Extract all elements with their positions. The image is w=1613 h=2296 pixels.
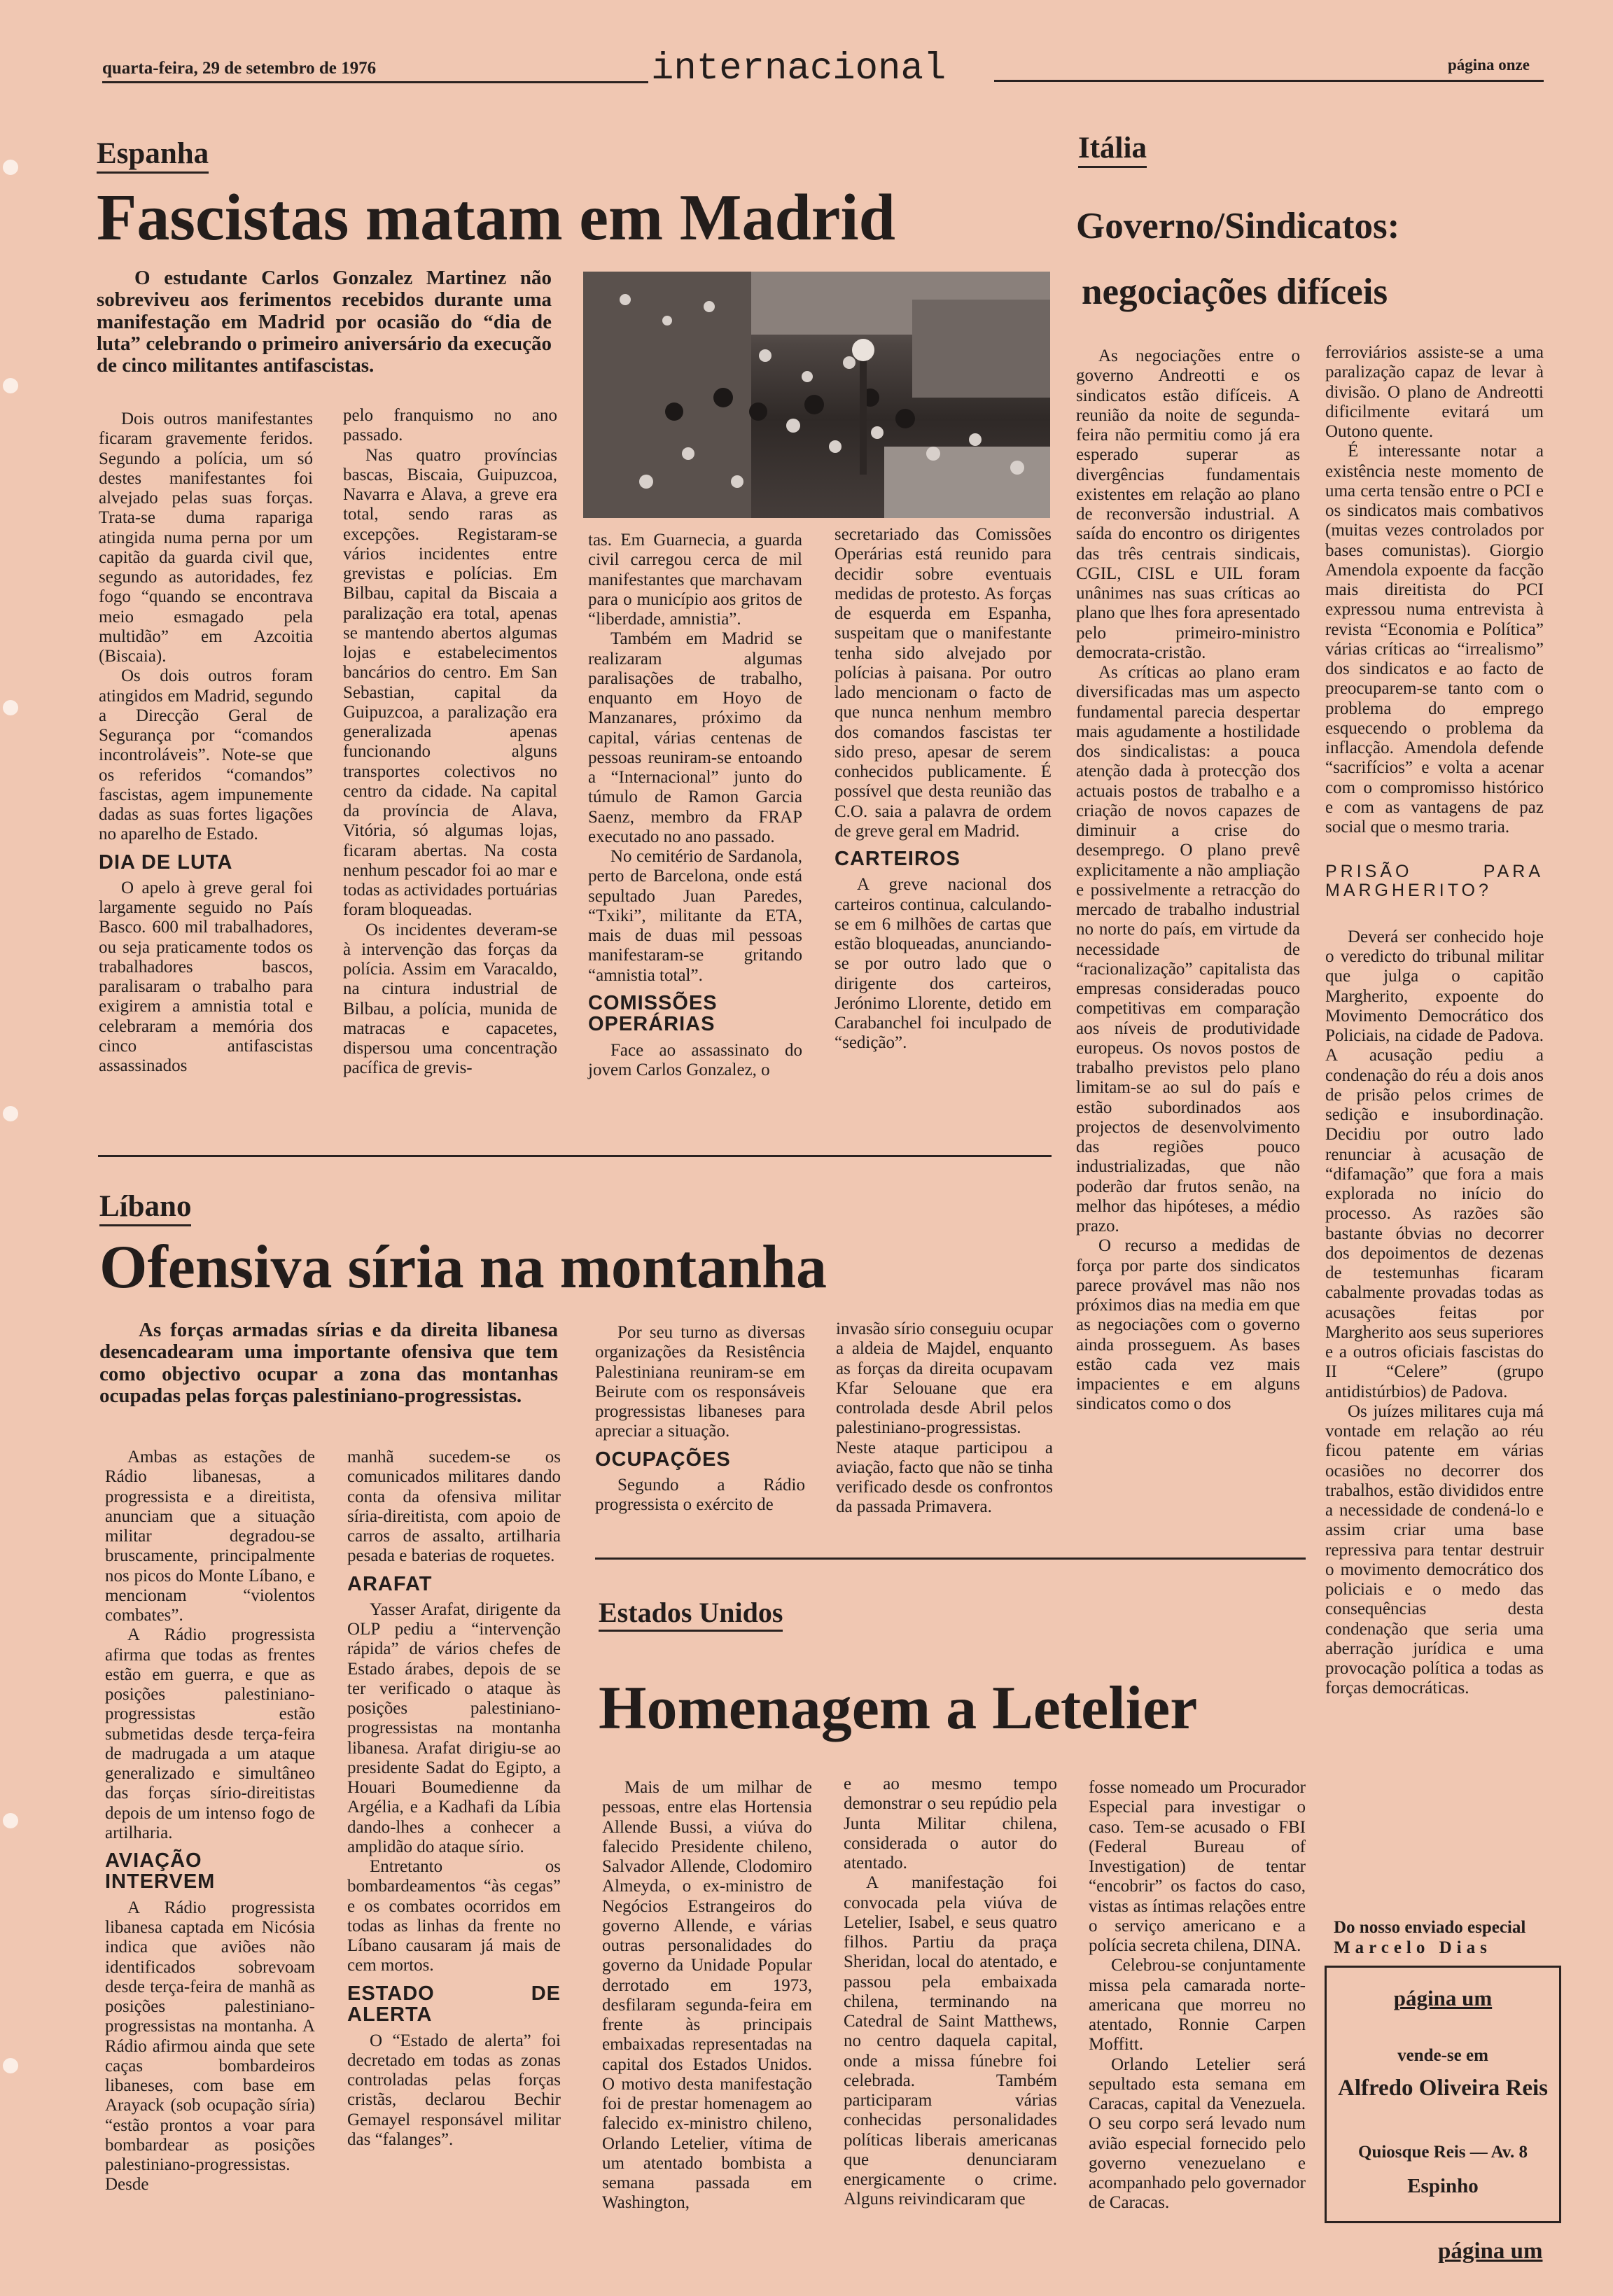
binder-hole <box>3 1106 18 1121</box>
paragraph: Mais de um milhar de pessoas, entre elas Hortensia Allende Bussi, a viúva do falecido Presidente chileno, Salvador Allende, Clodomiro Almeyda, o ex-ministro de Negócios Estrangeiros do governo Allende, e várias outras personalidades do governo da Unidade Popular derrotado em 1973, desfilaram segunda-feira em frente às principais embaixadas representadas na capital dos Estados Unidos. O motivo desta manifestação foi de prestar homenagem ao falecido ex-ministro chileno, Orlando Letelier, vítima de um atentado bombista a semana passada em Washington, <box>602 1778 812 2213</box>
byline-label: Do nosso enviado especial <box>1334 1918 1526 1937</box>
headline-italia-2: negociações difíceis <box>1082 272 1388 312</box>
paragraph: A Rádio progressista afirma que todas as frentes estão em guerra, e que as posições palestiniano-progressistas estão submetidas desde terça-feira de madrugada a um ataque generalizado e simultâneo das forças sírio-direitistas depois de um intenso fogo de artilharia. <box>105 1625 315 1842</box>
column-espanha-3 <box>588 531 802 1080</box>
advert-line: vende-se em <box>1397 2046 1488 2065</box>
section-title: internacional <box>651 48 947 90</box>
byline <box>1334 1918 1525 1959</box>
binder-hole <box>3 2058 18 2073</box>
paragraph: O apelo à greve geral foi largamente seguido no País Basco. 600 mil trabalhadores, ou seja praticamente todos os trabalhadores bascos, paralisaram o trabalho para exigirem a amnistia total e celebraram a memória dos cinco antifascistas assassinados <box>99 878 313 1076</box>
binder-hole <box>3 700 18 715</box>
paragraph: ferroviários assiste-se a uma paralização capaz de levar à divisão. O plano de Andreotti dificilmente evitará um Outono quente. <box>1325 343 1544 441</box>
headline-libano: Ofensiva síria na montanha <box>99 1233 828 1301</box>
paragraph: fosse nomeado um Procurador Especial para investigar o caso. Tem-se acusado o FBI (Federal Bureau of Investigation) de tentar “encobrir” os factos do caso, vistas as íntimas relações entre o serviço americano e a polícia secreta chilena, DINA. <box>1089 1778 1306 1955</box>
column-libano-2 <box>347 1448 561 2150</box>
paragraph: A Rádio progressista libanesa captada em Nicósia indica que aviões não identificados sobrevoam desde terça-feira de manhã as posições palestiniano-progressistas na montanha. A Rádio afirmou ainda que sete caças bombardeiros libaneses, com base em Arayack (sob ocupação síria) “estão prontos a voar para bombardear as posições palestiniano-progressistas. Desde <box>105 1898 315 2194</box>
column-eua-2 <box>844 1774 1057 2210</box>
section-divider <box>595 1558 1306 1560</box>
subheading: COMISSÕES OPERÁRIAS <box>588 991 718 1036</box>
kicker-espanha: Espanha <box>97 137 209 174</box>
advert-pagina-um <box>1325 1966 1561 2223</box>
paragraph: Celebrou-se conjuntamente missa pela camarada norte-americana que morreu no atentado, Ronnie Carpen Moffitt. <box>1089 1956 1306 2054</box>
subheading: OCUPAÇÕES <box>595 1448 731 1471</box>
kicker-libano: Líbano <box>99 1190 191 1226</box>
binder-hole <box>3 160 18 175</box>
paragraph: É interessante notar a existência neste momento de uma certa tensão entre o PCI e os sindicatos mais combativos (muitas vezes controlados por bases comunistas). Giorgio Amendola expoente da facção mais direitista do PCI expressou numa entrevista à revista “Economia e Política” várias críticas ao “irrealismo” dos sindicatos e ao facto de preocuparem-se tanto com o problema do emprego esquecendo o problema da inflacção. Amendola defende “sacrifícios” e volta a acenar com o compromisso histórico e com as vantagens de paz social que o mesmo traria. <box>1325 442 1544 836</box>
kicker-italia: Itália <box>1078 132 1147 168</box>
subheading: ESTADO DE ALERTA <box>347 1982 561 2026</box>
headline-espanha: Fascistas matam em Madrid <box>97 181 895 254</box>
binder-hole <box>3 1813 18 1828</box>
paragraph: O recurso a medidas de força por parte dos sindicatos parece provável mas não nos próximos dias na media em que as negociações com o governo ainda prosseguem. As bases estão cada vez mais impacientes e em alguns sindicatos como o dos <box>1076 1236 1300 1414</box>
paragraph: manhã sucedem-se os comunicados militares dando conta da ofensiva militar síria-direitista, com apoio de carros de assalto, artilharia pesada e baterias de roquetes. <box>347 1448 561 1566</box>
paragraph: Orlando Letelier será sepultado esta semana em Caracas, capital da Venezuela. O seu corpo será levado num avião especial fornecido pelo governo venezuelano e acompanhado pelo governador de Caracas. <box>1089 2054 1306 2213</box>
lede-libano: As forças armadas sírias e da direita libanesa desencadearam uma importante ofensiva que tem como objectivo ocupar a zona das montanhas ocupadas pelas forças palestiniano-progressistas. <box>99 1319 558 1407</box>
section-divider <box>98 1155 1052 1157</box>
subheading: AVIAÇÃO INTERVEM <box>105 1849 216 1893</box>
subheading: CARTEIROS <box>835 848 961 870</box>
subheading: PRISÃO PARA MARGHERITO? <box>1325 862 1544 900</box>
paragraph: Ambas as estações de Rádio libanesas, a progressista e a direitista, anunciam que a situação militar degradou-se bruscamente, principalmente nos picos do Monte Líbano, e mencionam “violentos combates”. <box>105 1448 315 1625</box>
lede-espanha: O estudante Carlos Gonzalez Martinez não sobreviveu aos ferimentos recebidos durante uma manifestação em Madrid por ocasião do “dia de luta” celebrando o primeiro aniversário da execução de cinco militantes antifascistas. <box>97 267 552 377</box>
advert-seller: Alfredo Oliveira Reis <box>1338 2076 1548 2101</box>
page-date: quarta-feira, 29 de setembro de 1976 <box>102 59 377 78</box>
column-libano-1 <box>105 1448 315 2195</box>
subheading: DIA DE LUTA <box>99 850 233 874</box>
paragraph: e ao mesmo tempo demonstrar o seu repúdio pela Junta Militar chilena, considerada o autor do atentado. <box>844 1774 1057 1872</box>
advert-city: Espinho <box>1407 2175 1479 2197</box>
paragraph: Os incidentes deveram-se à intervenção das forças da polícia. Assim em Varacaldo, na cintura industrial de Bilbau, a polícia, munida de matracas e capacetes, dispersou uma concentração pacífica de grevis- <box>343 920 557 1078</box>
headline-eua: Homenagem a Letelier <box>599 1674 1198 1742</box>
column-espanha-2 <box>343 406 557 1079</box>
paragraph: As críticas ao plano eram diversificadas mas um aspecto fundamental parecia despertar mais agudamente a hostilidade dos sindicalistas: a pouca atenção dada à protecção dos actuais postos de trabalho e a criação de novos capazes de diminuir a crise do desemprego. O plano prevê explicitamente a não ampliação e possivelmente a retracção do mercado de trabalho industrial no norte do país, em virtude da necessidade de “racionalização” capitalista das empresas consideradas pouco competitivas em comparação aos níveis de produtividade europeus. Os novos postos de trabalho previstos pelo plano limitam-se ao sul do país e estão subordinados aos projectos de desenvolvimento das regiões pouco industrializadas, que não poderão dar frutos senão, na melhor das hipóteses, a médio prazo. <box>1076 663 1300 1236</box>
column-libano-3 <box>595 1323 805 1515</box>
binder-hole <box>3 378 18 393</box>
paragraph: A manifestação foi convocada pela viúva de Letelier, Isabel, e seus quatro filhos. Partiu da praça Sheridan, local do atentado, e passou pela embaixada chilena, terminando na Catedral de Saint Matthews, no centro daquela capital, onde a missa fúnebre foi celebrada. Também participaram várias conhecidas personalidades políticas liberais americanas que denunciaram energicamente o crime. Alguns reivindicaram que <box>844 1873 1057 2209</box>
paragraph: Nas quatro províncias bascas, Biscaia, Guipuzcoa, Navarra e Alava, a greve era total, sendo raras as excepções. Registaram-se vários incidentes entre grevistas e polícias. Em Bilbau, capital da Biscaia a paralização era total, apenas se mantendo abertos algumas lojas e estabelecimentos bancários do centro. Em San Sebastian, capital da Guipuzcoa, a paralização era generalizada apenas funcionando alguns transportes colectivos no centro da cidade. Na capital da província de Alava, Vitória, só algumas lojas, ficaram abertas. Na costa nenhum pescador foi ao mar e todas as actividades portuárias foram bloqueadas. <box>343 445 557 920</box>
column-eua-1 <box>602 1778 812 2213</box>
header-rule-right <box>994 80 1544 82</box>
paragraph: Yasser Arafat, dirigente da OLP pediu a “intervenção rápida” de vários chefes de Estado árabes, depois de se ter verificado o ataque às posições palestiniano-progressistas na montanha libanesa. Arafat dirigiu-se ao presidente Sadat do Egipto, a Houari Boumedienne da Argélia, e a Kadhafi da Líbia dando-lhes a conhecer a amplidão do ataque sírio. <box>347 1600 561 1856</box>
column-espanha-1 <box>99 410 313 1076</box>
column-eua-3 <box>1089 1778 1306 2213</box>
paragraph: O “Estado de alerta” foi decretado em todas as zonas controladas pelas forças cristãs, declarou Bechir Gemayel responsável militar das “falanges”. <box>347 2031 561 2149</box>
advert-title: página um <box>1393 1986 1493 2010</box>
column-italia-1 <box>1076 346 1300 1415</box>
header-rule-left <box>102 81 648 83</box>
paragraph: Segundo a Rádio progressista o exército de <box>595 1475 805 1515</box>
paragraph: tas. Em Guarnecia, a guarda civil carregou cerca de mil manifestantes que marchavam para o município aos gritos de “liberdade, amnistia”. <box>588 531 802 629</box>
paragraph: Dois outros manifestantes ficaram gravemente feridos. Segundo a polícia, um só destes manifestantes foi alvejado pelas suas forças. Trata-se duma rapariga atingida numa perna por um capitão da guarda civil que, segundo as autoridades, fez fogo “quando se encontrava meio esmagado pela multidão” em Azcoitia (Biscaia). <box>99 410 313 666</box>
paragraph: As negociações entre o governo Andreotti e os sindicatos estão difíceis. A reunião da noite de segunda-feira não permitiu como já era esperado superar as divergências fundamentais existentes em relação ao plano de reconversão industrial. A saída do encontro os dirigentes das três centrais sindicais, CGIL, CISL e UIL foram unânimes nas suas críticas ao plano que lhes fora apresentado pelo primeiro-ministro democrata-cristão. <box>1076 346 1300 662</box>
paragraph: Os dois outros foram atingidos em Madrid, segundo a Direcção Geral de Segurança por “comandos incontroláveis”. Note-se que os referidos “comandos” fascistas, agem impunemente dadas as suas fortes ligações no aparelho de Estado. <box>99 666 313 844</box>
page-number: página onze <box>1448 56 1530 74</box>
paragraph: Entretanto os bombardeamentos “às cegas” e os combates ocorridos em todas as linhas da frente no Líbano causaram já mais de cem mortos. <box>347 1857 561 1975</box>
advert-address: Quiosque Reis — Av. 8 <box>1358 2143 1528 2162</box>
column-italia-2 <box>1325 343 1544 1699</box>
footer-logo: página um <box>1438 2239 1543 2264</box>
paragraph: No cemitério de Sardanola, perto de Barcelona, onde está sepultado Juan Paredes, “Txiki”, militante da ETA, mais de duas mil pessoas manifestaram-se gritando “amnistia total”. <box>588 847 802 985</box>
paragraph: invasão sírio conseguiu ocupar a aldeia de Majdel, enquanto as forças da direita ocupavam Kfar Selouane que era controlada desde Abril pelos palestiniano-progressistas. Neste ataque participou a aviação, facto que não se tinha verificado desde os confrontos da passada Primavera. <box>836 1320 1053 1517</box>
paragraph: Os juízes militares cuja má vontade em relação ao réu ficou patente em várias ocasiões no decorrer dos trabalhos, estão divididos entre a necessidade de condená-lo e assim criar uma base repressiva para tentar destruir o movimento democrático dos policiais e o medo das consequências desta condenação que seria uma aberração jurídica e uma provocação política a todas as forças democráticas. <box>1325 1401 1544 1698</box>
byline-author: Marcelo Dias <box>1334 1938 1492 1957</box>
paragraph: Por seu turno as diversas organizações da Resistência Palestiniana reuniram-se em Beirute com os responsáveis progressistas libaneses para apreciar a situação. <box>595 1323 805 1441</box>
kicker-eua: Estados Unidos <box>599 1597 783 1632</box>
paragraph: Face ao assassinato do jovem Carlos Gonzalez, o <box>588 1040 802 1079</box>
paragraph: secretariado das Comissões Operárias está reunido para decidir sobre eventuais medidas de protesto. As forças de esquerda em Espanha, suspeitam que o manifestante tenha sido alvejado por polícias à paisana. Por outro lado mencionam o facto de que nunca nenhum membro dos comandos fascistas ter sido preso, apesar de serem conhecidos publicamente. É possível que desta reunião das C.O. saia a palavra de ordem de greve geral em Madrid. <box>835 525 1052 841</box>
subheading: ARAFAT <box>347 1572 433 1595</box>
paragraph: A greve nacional dos carteiros continua, calculando-se em 6 milhões de cartas que estão bloqueadas, anunciando-se por outro lado que o dirigente dos carteiros, Jerónimo Llorente, detido em Carabanchel foi inculpado de “sedição”. <box>835 875 1052 1053</box>
photo-madrid-demonstration <box>583 272 1050 518</box>
paragraph: Deverá ser conhecido hoje o veredicto do tribunal militar que julga o capitão Margherito, expoente do Movimento Democrático dos Policiais, na cidade de Padova. A acusação pediu a condenação do réu a dois anos de prisão pelos crimes de sedição e insubordinação. Decidiu por outro lado renunciar à acusação de “difamação” que fora a mais explorada no início do processo. As razões são bastante óbvias no decorrer dos depoimentos de dezenas de testemunhas ficaram cabalmente provadas todas as acusações feitas por Margherito aos seus superiores e a outros oficiais fascistas do II “Celere” (grupo antidistúrbios) de Padova. <box>1325 927 1544 1401</box>
column-libano-4 <box>836 1320 1053 1518</box>
paragraph: Também em Madrid se realizaram algumas paralisações de trabalho, enquanto em Hoyo de Manzanares, próximo da capital, várias centenas de pessoas reuniram-se entoando a “Internacional” junto do túmulo de Ramon Garcia Saenz, membro da FRAP executado no ano passado. <box>588 629 802 846</box>
paragraph: pelo franquismo no ano passado. <box>343 406 557 445</box>
column-espanha-4 <box>835 525 1052 1054</box>
headline-italia-1: Governo/Sindicatos: <box>1076 206 1400 246</box>
